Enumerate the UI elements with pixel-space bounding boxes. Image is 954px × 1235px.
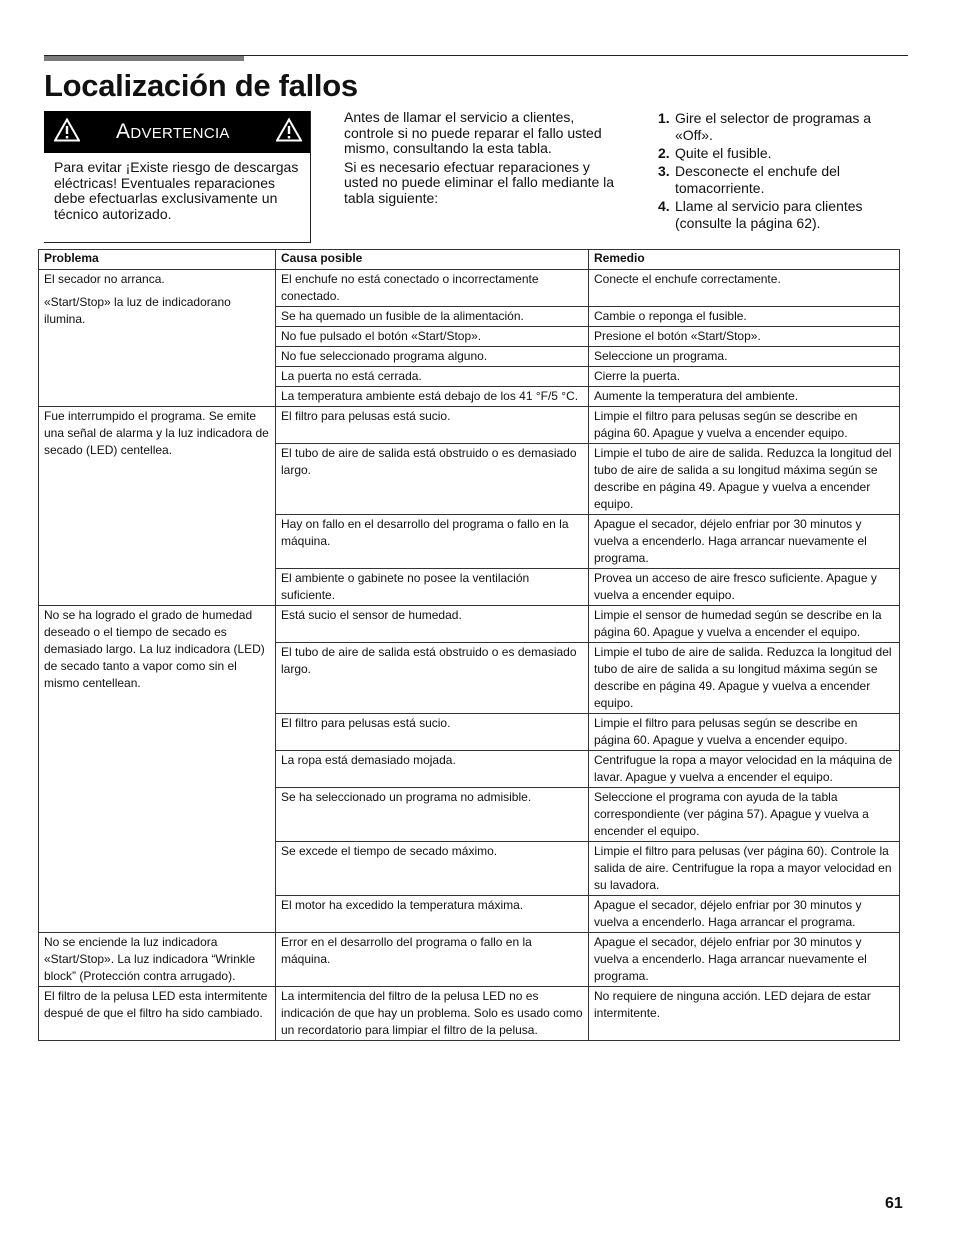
cause-cell: La intermitencia del filtro de la pelusa LED no es indicación de que hay un problema. Solo es usado como un recordatorio para limpiar el filtro de la pelusa. [276, 987, 589, 1041]
remedy-cell: Cierre la puerta. [589, 367, 900, 387]
problem-text: No se ha logrado el grado de humedad deseado o el tiempo de secado es demasiado largo. La luz indicadora (LED) de secado tanto a vapor como sin el mismo centellean. [44, 608, 265, 690]
problem-text: El secador no arranca. [44, 272, 165, 286]
warning-box [44, 111, 311, 243]
cause-cell: No fue seleccionado programa alguno. [276, 347, 589, 367]
remedy-cell: Limpie el tubo de aire de salida. Reduzca la longitud del tubo de aire de salida a su longitud máxima según se describe en página 49. Apague y vuelva a encender equipo. [589, 444, 900, 515]
troubleshooting-table [38, 249, 900, 1041]
intro-paragraph: Antes de llamar el servicio a clientes, controle si no puede reparar el fallo usted mismo, consultando la esta tabla. [344, 109, 602, 156]
step-text: Llame al servicio para clientes (consulte la página 62). [675, 198, 863, 231]
remedy-cell: Provea un acceso de aire fresco suficiente. Apague y vuelva a encender equipo. [589, 569, 900, 606]
remedy-cell: Apague el secador, déjelo enfriar por 30 minutos y vuelva a encenderlo. Haga arrancar el programa. [589, 896, 900, 933]
step-text: Quite el fusible. [675, 145, 772, 161]
remedy-cell: No requiere de ninguna acción. LED dejara de estar intermitente. [589, 987, 900, 1041]
cause-cell: Error en el desarrollo del programa o fallo en la máquina. [276, 933, 589, 987]
problem-cell [39, 987, 276, 1041]
cause-cell: El enchufe no está conectado o incorrectamente conectado. [276, 270, 589, 307]
header-remedy: Remedio [589, 250, 900, 270]
remedy-cell: Limpie el filtro para pelusas según se describe en página 60. Apague y vuelva a encender equipo. [589, 714, 900, 751]
warning-title: ADVERTENCIA [116, 120, 230, 143]
steps-list [658, 110, 888, 233]
table-row [39, 407, 900, 444]
step-text: Desconecte el enchufe del tomacorriente. [675, 163, 840, 196]
remedy-cell: Limpie el tubo de aire de salida. Reduzca la longitud del tubo de aire de salida a su longitud máxima según se describe en página 49. Apague y vuelva a encender equipo. [589, 643, 900, 714]
step-item [658, 110, 888, 144]
table-row [39, 933, 900, 987]
problem-cell [39, 407, 276, 606]
remedy-cell: Cambie o reponga el fusible. [589, 307, 900, 327]
warning-triangle-icon [54, 118, 80, 142]
header-rule [44, 55, 908, 56]
remedy-cell: Limpie el filtro para pelusas según se describe en página 60. Apague y vuelva a encender equipo. [589, 407, 900, 444]
table-header-row [39, 250, 900, 270]
cause-cell: La ropa está demasiado mojada. [276, 751, 589, 788]
cause-cell: El tubo de aire de salida está obstruido o es demasiado largo. [276, 643, 589, 714]
warning-header [44, 111, 310, 153]
remedy-cell: Apague el secador, déjelo enfriar por 30 minutos y vuelva a encenderlo. Haga arrancar nuevamente el programa. [589, 515, 900, 569]
step-item [658, 198, 888, 232]
cause-cell: La puerta no está cerrada. [276, 367, 589, 387]
step-item [658, 145, 888, 162]
step-number: 4. [658, 198, 670, 214]
table-row [39, 606, 900, 643]
step-number: 2. [658, 145, 670, 161]
problem-text: El filtro de la pelusa LED esta intermitente despué de que el filtro ha sido cambiado. [44, 989, 268, 1020]
warning-triangle-icon [276, 118, 302, 142]
remedy-cell: Presione el botón «Start/Stop». [589, 327, 900, 347]
cause-cell: Se excede el tiempo de secado máximo. [276, 842, 589, 896]
step-number: 1. [658, 110, 670, 126]
cause-cell: El filtro para pelusas está sucio. [276, 714, 589, 751]
header-problem: Problema [39, 250, 276, 270]
problem-text: No se enciende la luz indicadora «Start/Stop». La luz indicadora “Wrinkle block” (Protección contra arrugado). [44, 935, 256, 983]
intro-text [344, 110, 616, 209]
remedy-cell: Aumente la temperatura del ambiente. [589, 387, 900, 407]
problem-text: «Start/Stop» la luz de indicadorano ilumina. [44, 295, 231, 326]
header-cause: Causa posible [276, 250, 589, 270]
cause-cell: El filtro para pelusas está sucio. [276, 407, 589, 444]
page-number: 61 [885, 1195, 903, 1212]
cause-cell: El ambiente o gabinete no posee la ventilación suficiente. [276, 569, 589, 606]
cause-cell: Hay on fallo en el desarrollo del programa o fallo en la máquina. [276, 515, 589, 569]
step-item [658, 163, 888, 197]
cause-cell: Está sucio el sensor de humedad. [276, 606, 589, 643]
remedy-cell: Centrifugue la ropa a mayor velocidad en la máquina de lavar. Apague y vuelva a encender el equipo. [589, 751, 900, 788]
cause-cell: La temperatura ambiente está debajo de los 41 °F/5 °C. [276, 387, 589, 407]
remedy-cell: Seleccione el programa con ayuda de la tabla correspondiente (ver página 57). Apague y vuelva a encender el equipo. [589, 788, 900, 842]
problem-cell [39, 933, 276, 987]
step-text: Gire el selector de programas a «Off». [675, 110, 872, 143]
remedy-cell: Limpie el sensor de humedad según se describe en la página 60. Apague y vuelva a encender el equipo. [589, 606, 900, 643]
page-title: Localización de fallos [44, 68, 358, 103]
table-row [39, 987, 900, 1041]
remedy-cell: Seleccione un programa. [589, 347, 900, 367]
table-row [39, 270, 900, 307]
warning-text: Para evitar ¡Existe riesgo de descargas eléctricas! Eventuales reparaciones debe efectuarlas exclusivamente un técnico autorizado. [54, 159, 299, 222]
cause-cell: No fue pulsado el botón «Start/Stop». [276, 327, 589, 347]
remedy-cell: Apague el secador, déjelo enfriar por 30 minutos y vuelva a encenderlo. Haga arrancar nuevamente el programa. [589, 933, 900, 987]
cause-cell: Se ha seleccionado un programa no admisible. [276, 788, 589, 842]
problem-text: Fue interrumpido el programa. Se emite una señal de alarma y la luz indicadora de secado (LED) centellea. [44, 409, 269, 457]
cause-cell: El tubo de aire de salida está obstruido o es demasiado largo. [276, 444, 589, 515]
cause-cell: Se ha quemado un fusible de la alimentación. [276, 307, 589, 327]
remedy-cell: Limpie el filtro para pelusas (ver página 60). Controle la salida de aire. Centrifugue la ropa a mayor velocidad en su lavadora. [589, 842, 900, 896]
problem-cell [39, 270, 276, 407]
intro-paragraph: Si es necesario efectuar reparaciones y usted no puede eliminar el fallo mediante la tabla siguiente: [344, 158, 615, 206]
problem-cell [39, 606, 276, 933]
step-number: 3. [658, 163, 670, 179]
remedy-cell: Conecte el enchufe correctamente. [589, 270, 900, 307]
cause-cell: El motor ha excedido la temperatura máxima. [276, 896, 589, 933]
